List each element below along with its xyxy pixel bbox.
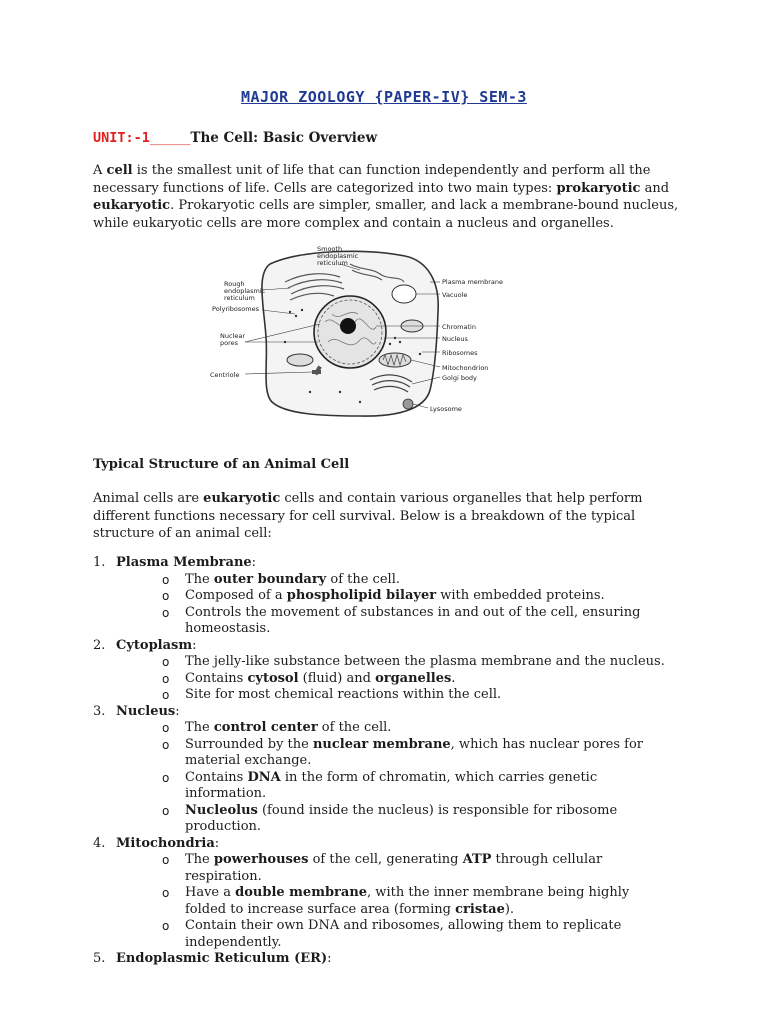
- unit-title: The Cell: Basic Overview: [190, 130, 378, 146]
- nucleolus-shape: [340, 318, 356, 334]
- list-item-title: Plasma Membrane: [116, 555, 252, 570]
- bullet-icon: o: [162, 605, 170, 620]
- sub-list: [116, 654, 673, 704]
- bullet-icon: o: [162, 737, 170, 752]
- list-number: 4.: [93, 835, 106, 851]
- intro-bold-term: cell: [106, 163, 133, 178]
- label-centriole: Centriole: [210, 371, 240, 379]
- sub-list-item: [162, 918, 673, 951]
- intro-paragraph: [93, 162, 693, 232]
- sub-list-item: [162, 885, 673, 918]
- bullet-icon: o: [162, 721, 170, 735]
- sub-text: Contains: [185, 670, 248, 686]
- sub-text: .: [451, 670, 456, 686]
- bullet-icon: o: [162, 589, 170, 603]
- lysosome-shape: [403, 399, 413, 409]
- sub-list-item: [162, 687, 673, 704]
- bold-term: Nucleolus: [185, 802, 258, 818]
- label-rough-er: Rough endoplasmic reticulum: [224, 280, 266, 302]
- intro-text: and: [640, 180, 670, 196]
- bold-term: ATP: [462, 852, 492, 867]
- sub-list-item: [162, 588, 673, 605]
- list-item-title: Nucleus: [116, 703, 176, 719]
- label-plasma-membrane: Plasma membrane: [442, 278, 504, 286]
- list-item: [93, 638, 673, 704]
- sub-list-item: [162, 852, 673, 885]
- bold-term: DNA: [247, 769, 281, 785]
- bold-term: phospholipid bilayer: [286, 588, 437, 603]
- list-number: 1.: [93, 555, 106, 570]
- list-number: 2.: [93, 637, 106, 653]
- unit-label: UNIT:-1: [93, 130, 150, 146]
- bold-term: cristae: [455, 901, 505, 917]
- list-item-title: Endoplasmic Reticulum (ER): [116, 951, 328, 966]
- intro-text: Animal cells are: [93, 491, 204, 506]
- sub-text: of the cell, generating: [308, 852, 463, 867]
- bold-term: outer boundary: [213, 571, 327, 587]
- bullet-icon: o: [162, 919, 170, 933]
- sub-text: Have a: [185, 885, 236, 900]
- bullet-icon: o: [162, 886, 170, 900]
- list-item: [93, 951, 673, 968]
- sub-text: of the cell.: [326, 571, 400, 587]
- label-ribosomes: Ribosomes: [442, 349, 478, 357]
- label-golgi: Golgi body: [442, 374, 477, 382]
- label-polyribosomes: Polyribosomes: [212, 305, 259, 313]
- bold-term: double membrane: [235, 885, 368, 900]
- sub-text: Surrounded by the: [185, 736, 313, 752]
- bold-term: control center: [213, 720, 318, 735]
- sub-text: Composed of a: [185, 588, 287, 603]
- page-title: MAJOR ZOOLOGY {PAPER-IV} SEM-3: [241, 88, 527, 106]
- bullet-icon: o: [162, 655, 170, 669]
- sub-text: The: [185, 571, 214, 587]
- sub-list: [116, 852, 673, 951]
- list-item-colon: :: [251, 555, 257, 570]
- sub-list-item: [162, 654, 673, 671]
- sub-text: with embedded proteins.: [436, 588, 605, 603]
- label-nucleus: Nucleus: [442, 335, 468, 343]
- bullet-icon: o: [162, 770, 170, 785]
- intro-bold-term: eukaryotic: [93, 198, 171, 213]
- label-smooth-er: Smooth endoplasmic reticulum: [317, 245, 359, 267]
- sub-text: (fluid) and: [298, 670, 376, 686]
- sub-list: [116, 720, 673, 836]
- intro-bold-term: prokaryotic: [556, 180, 641, 196]
- bold-term: cytosol: [247, 670, 299, 686]
- sub-text: , which has nuclear pores for material exchange.: [185, 736, 643, 768]
- sub-list-item: [162, 605, 673, 638]
- label-lysosome: Lysosome: [430, 405, 462, 413]
- bullet-icon: o: [162, 853, 170, 867]
- sub-list-item: [162, 737, 673, 770]
- sub-text: Contains: [185, 769, 248, 785]
- label-vacuole: Vacuole: [442, 291, 468, 299]
- label-nuclear-pores: Nuclear pores: [220, 332, 246, 347]
- list-number: 5.: [93, 951, 106, 966]
- intro-bold-term: eukaryotic: [203, 491, 281, 506]
- sub-text: Controls the movement of substances in and out of the cell, ensuring homeostasis.: [185, 604, 641, 636]
- vacuole-shape: [392, 285, 416, 303]
- sub-list-item: [162, 803, 673, 836]
- list-item-colon: :: [327, 951, 332, 966]
- sub-list-item: [162, 720, 673, 737]
- sub-list-item: [162, 671, 673, 688]
- intro-text: . Prokaryotic cells are simpler, smaller, and lack a membrane-bound nucleus, while eukaryotic cells are more complex and contain a nucleus and organelles.: [93, 198, 679, 231]
- sub-text: ).: [504, 901, 515, 917]
- intro-text: A: [93, 163, 107, 178]
- sub-text: through cellular respiration.: [185, 852, 603, 884]
- section-heading: Typical Structure of an Animal Cell: [93, 457, 350, 472]
- unit-blank: ______: [149, 130, 191, 146]
- animal-cell-intro: [93, 490, 683, 543]
- sub-list-item: [162, 572, 673, 589]
- list-item-colon: :: [192, 637, 197, 653]
- sub-text: Site for most chemical reactions within the cell.: [185, 687, 502, 702]
- intro-text: cells and contain various organelles that help perform different functions necessary for cell survival. Below is a breakdown of the typical structure of an animal cell:: [93, 491, 643, 541]
- sub-text: The jelly-like substance between the plasma membrane and the nucleus.: [185, 654, 665, 669]
- sub-text: , with the inner membrane being highly folded to increase surface area (forming: [185, 885, 630, 917]
- bullet-icon: o: [162, 688, 170, 702]
- bold-term: nuclear membrane: [312, 736, 451, 752]
- sub-text: in the form of chromatin, which carries genetic information.: [185, 769, 598, 801]
- list-item-title: Cytoplasm: [116, 637, 193, 653]
- animal-cell-diagram: [190, 242, 530, 422]
- list-item-colon: :: [175, 703, 180, 719]
- bullet-icon: o: [162, 671, 170, 686]
- sub-text: The: [185, 720, 214, 735]
- intro-text: is the smallest unit of life that can function independently and perform all the necessary functions of life. Cells are categorized into two main types:: [93, 163, 651, 196]
- sub-text: (found inside the nucleus) is responsible for ribosome production.: [185, 802, 618, 834]
- list-item: [93, 555, 673, 638]
- sub-list: [116, 572, 673, 638]
- label-chromatin: Chromatin: [442, 323, 476, 331]
- list-item: [93, 704, 673, 836]
- list-item-title: Mitochondria: [116, 835, 215, 851]
- unit-heading: [93, 130, 377, 146]
- sub-list-item: [162, 770, 673, 803]
- bold-term: organelles: [375, 670, 452, 686]
- label-mitochondrion: Mitochondrion: [442, 364, 489, 372]
- list-item-colon: :: [214, 835, 220, 851]
- bullet-icon: o: [162, 803, 170, 818]
- sub-text: Contain their own DNA and ribosomes, allowing them to replicate independently.: [185, 918, 622, 950]
- sub-text: The: [185, 852, 214, 867]
- sub-text: of the cell.: [317, 720, 392, 735]
- bold-term: powerhouses: [213, 852, 309, 867]
- list-number: 3.: [93, 703, 106, 719]
- list-item: [93, 836, 673, 952]
- structure-list: [93, 555, 673, 968]
- bullet-icon: o: [162, 572, 170, 587]
